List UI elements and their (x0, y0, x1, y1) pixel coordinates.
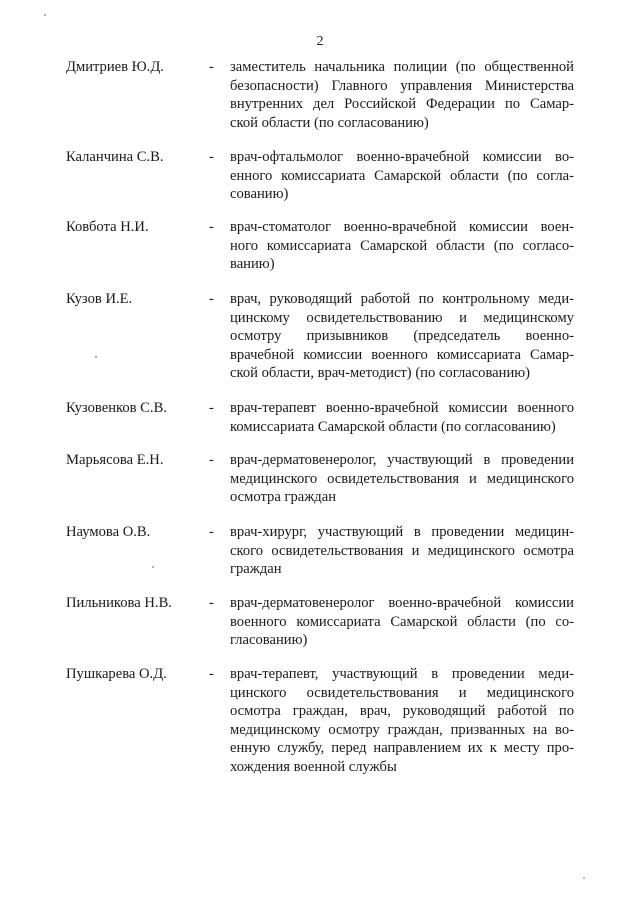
member-name: Дмитриев Ю.Д. (66, 59, 164, 75)
position-line: енного комиссариата Самарской области (по согла- (230, 167, 574, 184)
member-position (230, 523, 574, 579)
position-line: ской области (по согласованию) (230, 114, 429, 131)
separator-dash: - (209, 59, 214, 75)
position-line: гласованию) (230, 632, 308, 649)
position-line: осмотра граждан (230, 489, 337, 506)
member-name: Ковбота Н.И. (66, 219, 149, 235)
position-line: врачебной комиссии военного комиссариата Самар- (230, 346, 574, 363)
member-name: Пушкарева О.Д. (66, 666, 167, 682)
member-position (230, 451, 574, 507)
position-line: ского освидетельствования и медицинского осмотра (230, 542, 574, 559)
position-line: хождения военной службы (230, 758, 397, 775)
scan-speck (583, 877, 585, 879)
page-number: 2 (316, 34, 324, 49)
position-line: ного комиссариата Самарской области (по согласо- (230, 237, 574, 254)
position-line: безопасности) Главного управления Министерства (230, 77, 574, 94)
position-line: врач-терапевт, участвующий в проведении меди- (230, 666, 574, 682)
member-name: Кузов И.Е. (66, 291, 133, 307)
member-position (230, 218, 574, 274)
position-line: медицинскому осмотру граждан, призванных на во- (230, 721, 574, 738)
position-line: военного комиссариата Самарской области (по со- (230, 613, 574, 630)
position-line: медицинского освидетельствования и медицинского (230, 470, 574, 487)
position-line: цинского освидетельствования и медицинского (230, 684, 574, 701)
position-line: комиссариата Самарской области (по согласованию) (230, 418, 556, 435)
member-name: Каланчина С.В. (66, 149, 164, 165)
position-line: врач-дерматовенеролог военно-врачебной комиссии (230, 595, 574, 611)
scan-speck (152, 566, 154, 568)
position-line: енную службу, перед направлением их к месту про- (230, 740, 574, 757)
scan-speck (95, 356, 97, 358)
member-position (230, 148, 574, 204)
position-line: врач-офтальмолог военно-врачебной комиссии во- (230, 149, 574, 165)
position-line: осмотра граждан, врач, руководящий работой по (230, 703, 574, 720)
position-line: врач-дерматовенеролог, участвующий в проведении (230, 452, 574, 468)
member-name: Кузовенков С.В. (66, 400, 167, 416)
position-line: врач-стоматолог военно-врачебной комиссии воен- (230, 219, 574, 235)
separator-dash: - (209, 400, 214, 416)
member-name: Марьясова Е.Н. (66, 452, 164, 468)
separator-dash: - (209, 524, 214, 540)
separator-dash: - (209, 291, 214, 307)
member-name: Пильникова Н.В. (66, 595, 172, 611)
member-position (230, 594, 574, 650)
member-position (230, 399, 574, 436)
member-position (230, 665, 574, 777)
member-name: Наумова О.В. (66, 524, 151, 540)
position-line: осмотру призывников (председатель военно- (230, 328, 574, 345)
separator-dash: - (209, 666, 214, 682)
position-line: заместитель начальника полиции (по общественной (230, 59, 574, 75)
separator-dash: - (209, 452, 214, 468)
position-line: врач, руководящий работой по контрольному меди- (230, 291, 574, 307)
member-position (230, 58, 574, 132)
separator-dash: - (209, 595, 214, 611)
position-line: врач-терапевт военно-врачебной комиссии военного (230, 400, 574, 416)
position-line: внутренних дел Российской Федерации по Самар- (230, 96, 574, 113)
member-position (230, 290, 574, 383)
position-line: ванию) (230, 256, 275, 273)
position-line: ской области, врач-методист) (по согласованию) (230, 365, 531, 382)
position-line: граждан (230, 561, 282, 578)
scan-speck (44, 14, 46, 16)
separator-dash: - (209, 219, 214, 235)
separator-dash: - (209, 149, 214, 165)
position-line: врач-хирург, участвующий в проведении медицин- (230, 524, 574, 540)
position-line: сованию) (230, 186, 289, 203)
position-line: цинскому освидетельствованию и медицинскому (230, 309, 574, 326)
